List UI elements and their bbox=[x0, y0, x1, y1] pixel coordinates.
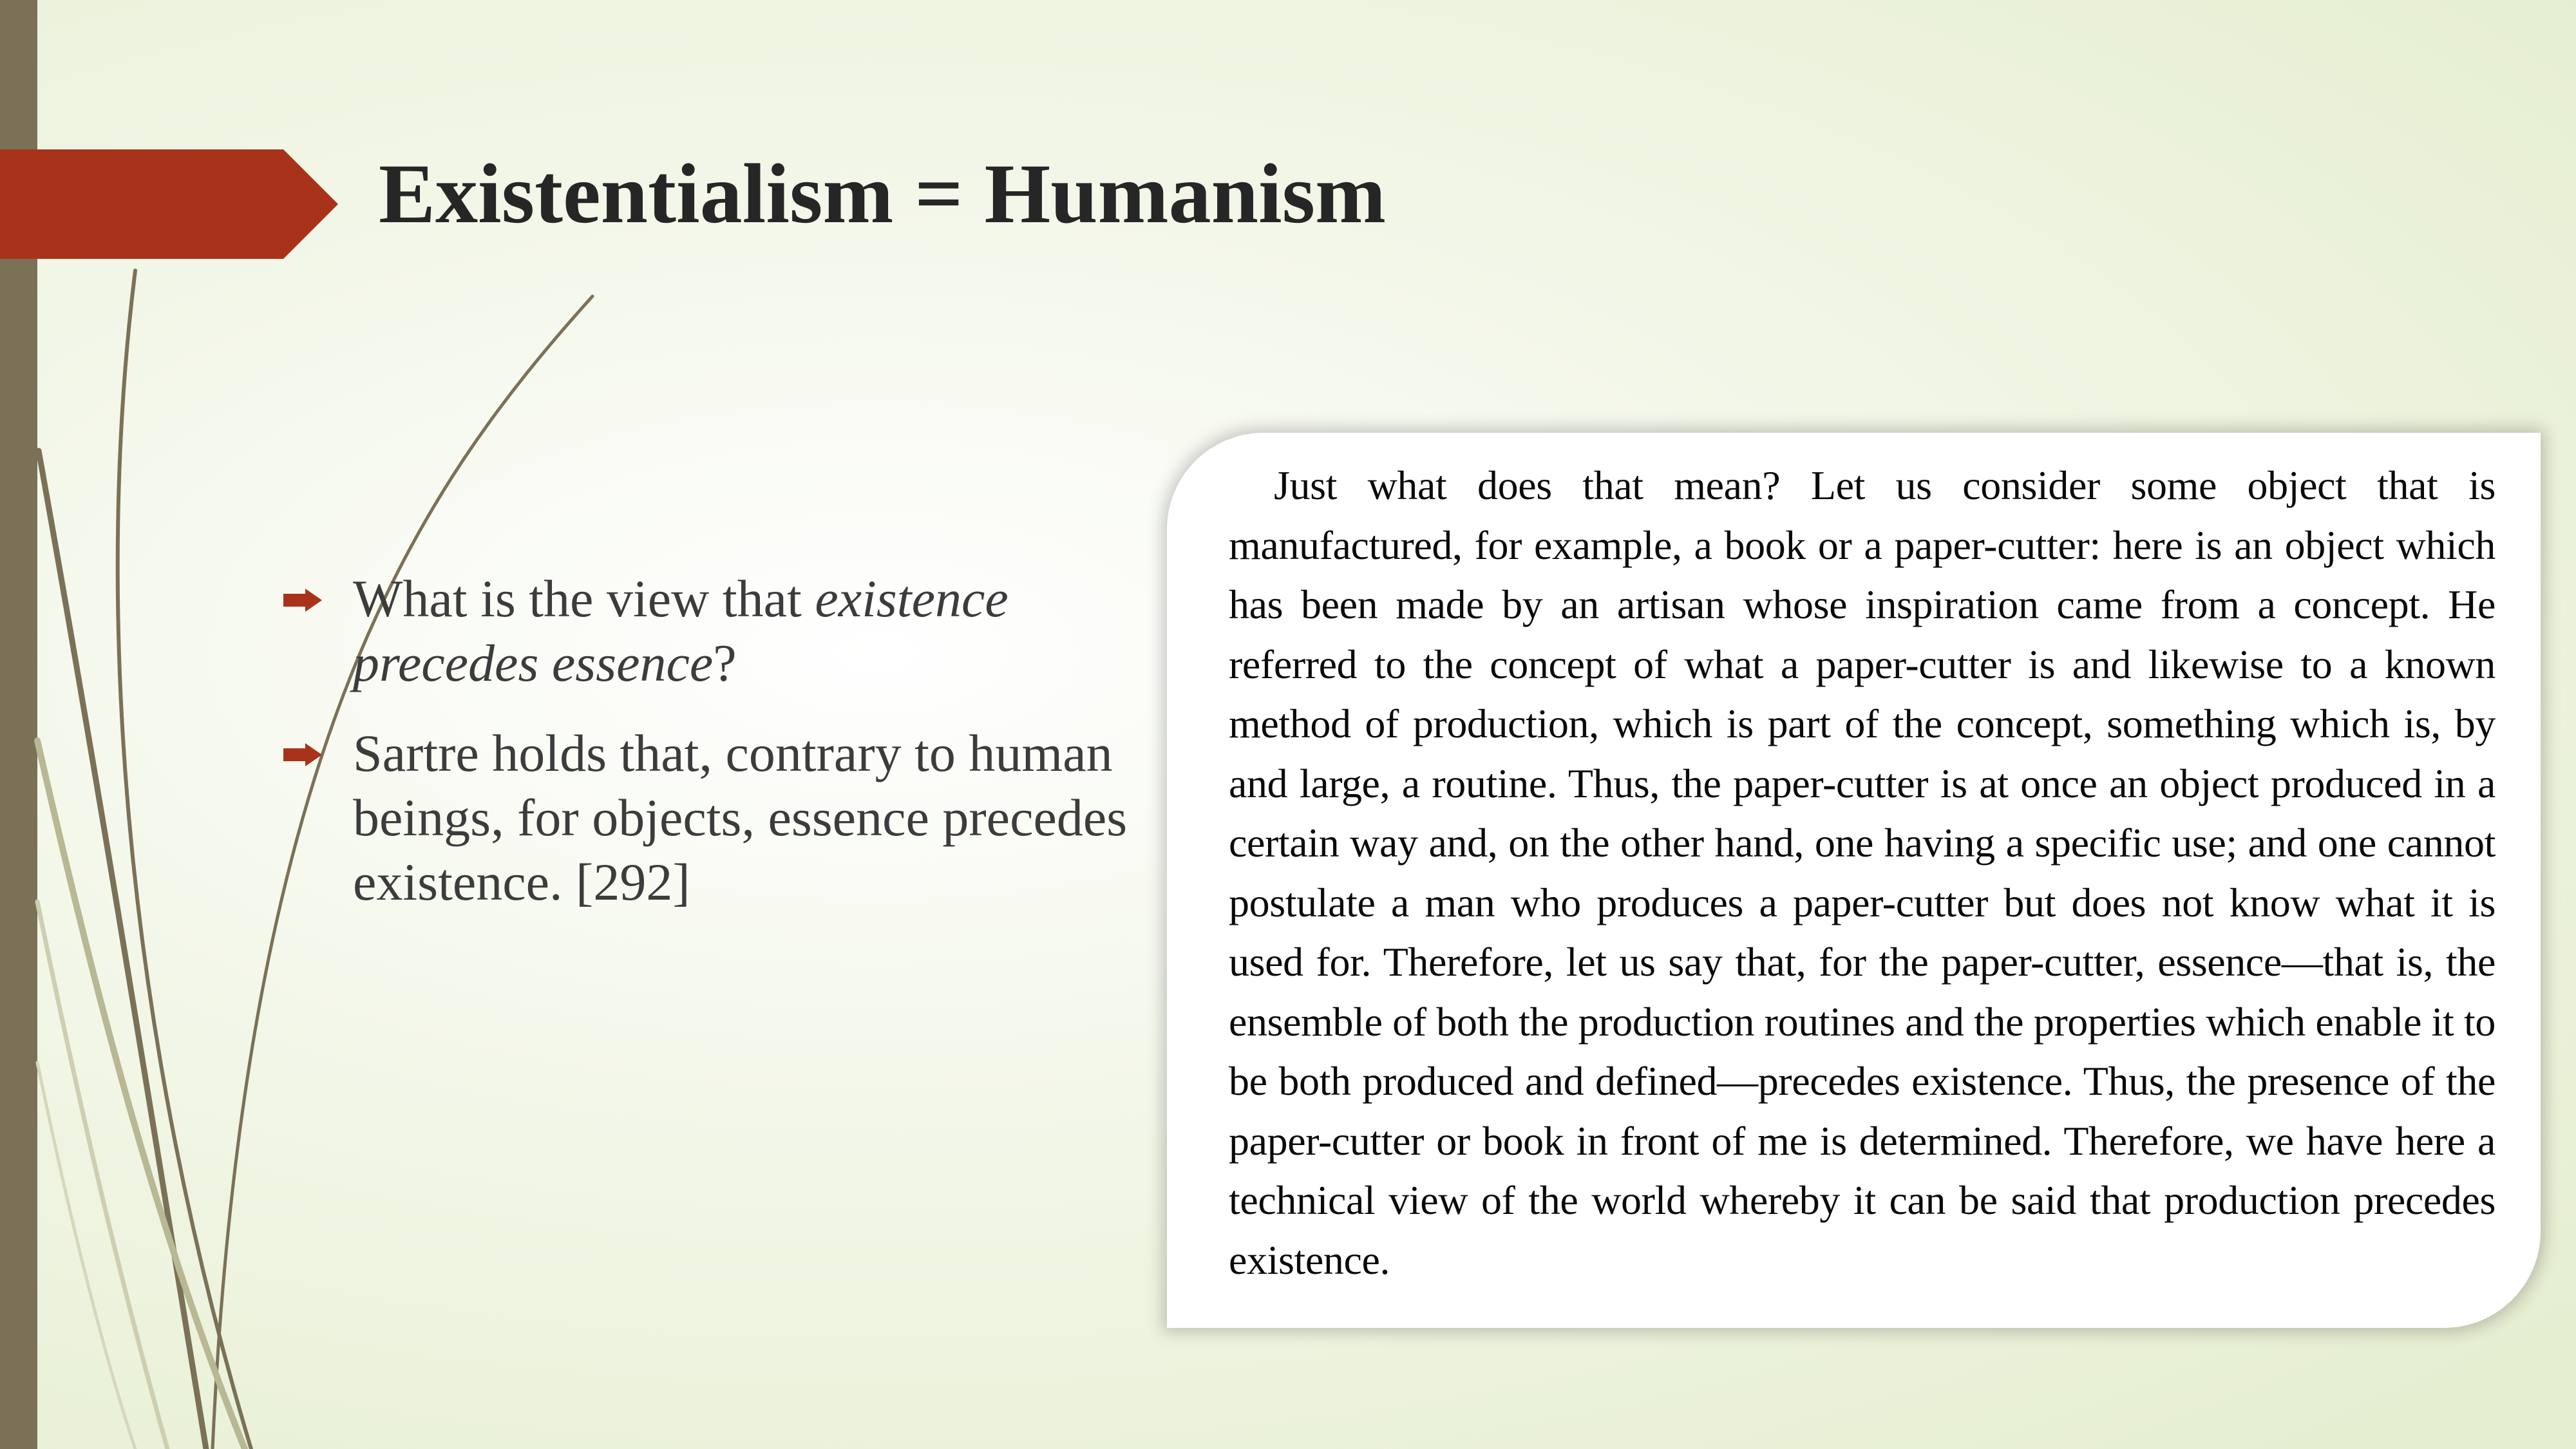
bullet-text-end: ? bbox=[713, 634, 737, 692]
book-excerpt-image bbox=[1167, 433, 2541, 1328]
bullet-list bbox=[283, 567, 1153, 940]
bullet-emphasis: existence precedes essence bbox=[353, 569, 1009, 692]
bullet-item-sartre-objects bbox=[283, 721, 1153, 914]
arrow-bullet-icon bbox=[283, 743, 322, 766]
bullet-item-existence-question bbox=[283, 567, 1153, 696]
book-excerpt-text: Just what does that mean? Let us consider some object that is manufactured, for example, a book or a paper-cutter: here is an object which has been made by an artisan whose inspiration came from a concept. He referred to the concept of what a paper-cutter is and likewise to a known method of production, which is part of the concept, something which is, by and large, a routine. Thus, the paper-cutter is at once an object produced in a certain way and, on the other hand, one having a specific use; and one cannot postulate a man who produces a paper-cutter but does not know what it is used for. Therefore, let us say that, for the paper-cutter, essence—that is, the ensemble of both the production routines and the properties which enable it to be both produced and defined—precedes existence. Thus, the presence of the paper-cutter or book in front of me is determined. Therefore, we have here a technical view of the world whereby it can be said that production precedes existence. bbox=[1229, 462, 2496, 1283]
bullet-text-start: What is the view that bbox=[353, 569, 815, 628]
title-arrow-shape bbox=[0, 149, 338, 259]
slide-title: Existentialism = Humanism bbox=[379, 146, 1387, 241]
bullet-text: Sartre holds that, contrary to human beings, for objects, essence precedes existence. [292] bbox=[353, 724, 1128, 911]
arrow-bullet-icon bbox=[283, 589, 322, 612]
